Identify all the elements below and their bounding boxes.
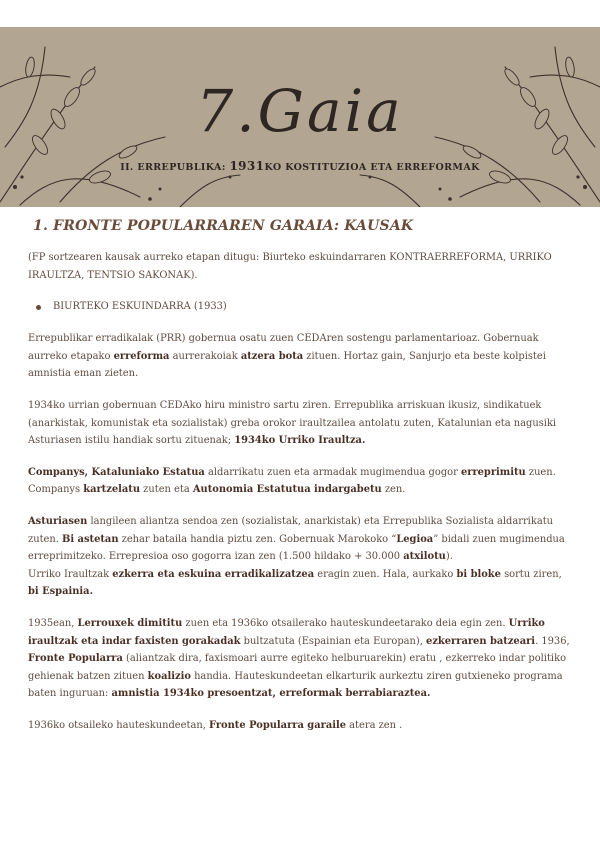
paragraph: 1936ko otsaileko hauteskundeetan, Fronte Popularra garaile atera zen . [28, 719, 403, 731]
main-content [28, 218, 572, 734]
paragraph: Errepublikar erradikalak (PRR) gobernua osatu zuen CEDAren sostengu parlamentarioaz. Gobernuak aurreko etapako erreforma aurrerakoiak atzera bota zituen. Hortaz gain, Sanjurjo eta beste kolpistei amnistia eman zieten. [28, 333, 546, 380]
bullet-dot-icon [36, 305, 41, 310]
paragraph: 1934ko urrian gobernuan CEDAko hiru ministro sartu ziren. Errepublika arriskuan ikusiz, sindikatuek (anarkistak, komunistak eta sozialistak) greba orokor iraultzailea antolatu zuten, Katalunian eta nagusiki Asturiasen istilu handiak sortu zituenak; 1934ko Urriko Iraultza. [28, 399, 557, 447]
paragraph: 1935ean, Lerrouxek dimititu zuen eta 1936ko otsailerako hauteskundeetarako deia egin zen. Urriko iraultzak eta indar faxisten gorakadak bultzatuta (Espainian eta Europan), ezkerraren batzeari. 1936, Fronte Popularra (aliantzak dira, faxismoari aurre egiteko helburuarekin) eratu , ezkerreko indar politiko gehienak batzen zituen koalizio handia. Hauteskundeetan elkarturik aurkeztu ziren gutxieneko programa baten inguruan: amnistia 1934ko presoentzat, erreformak berrabiaraztea. [28, 617, 570, 700]
page-title: 7.Gaia [196, 77, 404, 145]
paragraph: Urriko Iraultzak ezkerra eta eskuina erradikalizatzea eragin zuen. Hala, aurkako bi bloke sortu ziren, bi Espainia. [28, 568, 562, 598]
bullet-label: BIURTEKO ESKUINDARRA (1933) [53, 301, 227, 313]
header-banner [0, 27, 600, 207]
paragraph: Companys, Kataluniako Estatua aldarrikatu zuen eta armadak mugimendua gogor erreprimitu zuen. Companys kartzelatu zuten eta Autonomia Estatutua indargabetu zen. [28, 466, 556, 496]
section-heading: 1. FRONTE POPULARRAREN GARAIA: KAUSAK [33, 218, 414, 234]
paragraph: Asturiasen langileen aliantza sendoa zen (sozialistak, anarkistak) eta Errepublika Sozialista aldarrikatu zuten. Bi astetan zehar bataila handia piztu zen. Gobernuak Marokoko “Legioa” bidali zuen mugimendua erreprimitzeko. Errepresioa oso gogorra izan zen (1.500 hildako + 30.000 atxilotu). [28, 515, 565, 563]
intro-paragraph: (FP sortzearen kausak aurreko etapan ditugu: Biurteko eskuindarraren KONTRAERREFORMA, URRIKO IRAULTZA, TENTSIO SAKONAK). [28, 252, 552, 281]
page-subtitle: II. ERREPUBLIKA: 1931KO KOSTITUZIOA ETA ERREFORMAK [120, 159, 480, 173]
bullet-item [36, 298, 572, 316]
